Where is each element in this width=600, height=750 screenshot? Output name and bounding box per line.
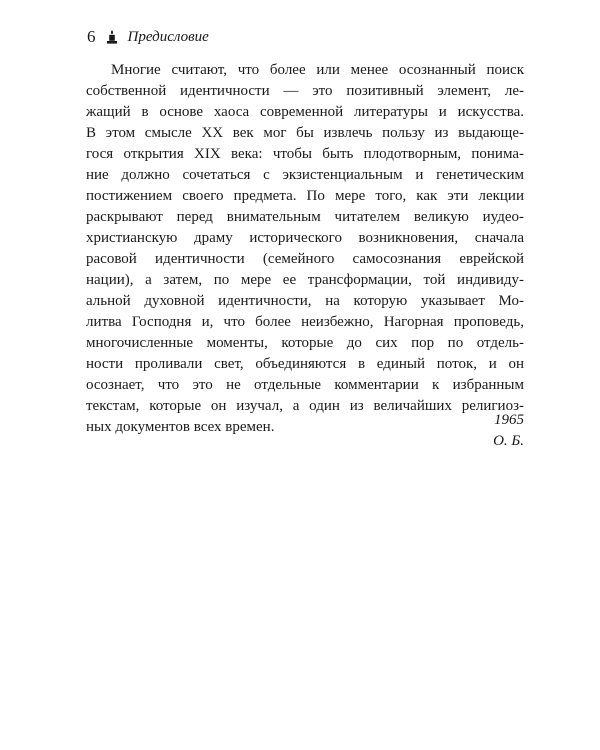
page-header [87,26,209,48]
page-number: 6 [87,27,96,46]
text-line: текстам, которые он изучал, а один из величайших религиоз- [86,398,524,414]
text-line: ности проливали свет, объединяются в единый поток, и он [86,356,524,372]
text-line: альной духовной идентичности, на которую указывает Мо- [86,293,524,309]
signature-year: 1965 [494,412,524,428]
running-title: Предисловие [127,29,209,45]
text-line: расовой идентичности (семейного самосознания еврейской [86,251,524,267]
signature-initials: О. Б. [493,433,524,449]
text-line: Многие считают, что более или менее осознанный поиск [111,62,524,78]
text-line: собственной идентичности — это позитивный элемент, ле- [86,83,524,99]
text-line: гося открытия XIX века: чтобы быть плодотворным, понима- [86,146,524,162]
text-line: жащий в основе хаоса современной литературы и искусства. [86,104,524,120]
text-line: ных документов всех времен. [86,419,275,435]
preface-paragraph [86,60,524,438]
text-line: осознает, что это не отдельные комментарии к избранным [86,377,524,393]
text-line: постижением своего предмета. По мере того, как эти лекции [86,188,524,204]
text-line: многочисленные моменты, которые до сих пор по отдель- [86,335,524,351]
text-line: нации), а затем, по мере ее трансформации, той индивиду- [86,272,524,288]
text-line: ние должно сочетаться с экзистенциальным и генетическим [86,167,524,183]
text-line: литва Господня и, что более неизбежно, Нагорная проповедь, [86,314,524,330]
text-line: В этом смысле XX век мог бы извлечь пользу из выдающе- [86,125,524,141]
signature-block [493,410,524,452]
candle-ornament-icon [106,30,118,44]
text-line: раскрывают перед внимательным читателем великую иудео- [86,209,524,225]
text-line: христианскую драму исторического возникновения, сначала [86,230,524,246]
